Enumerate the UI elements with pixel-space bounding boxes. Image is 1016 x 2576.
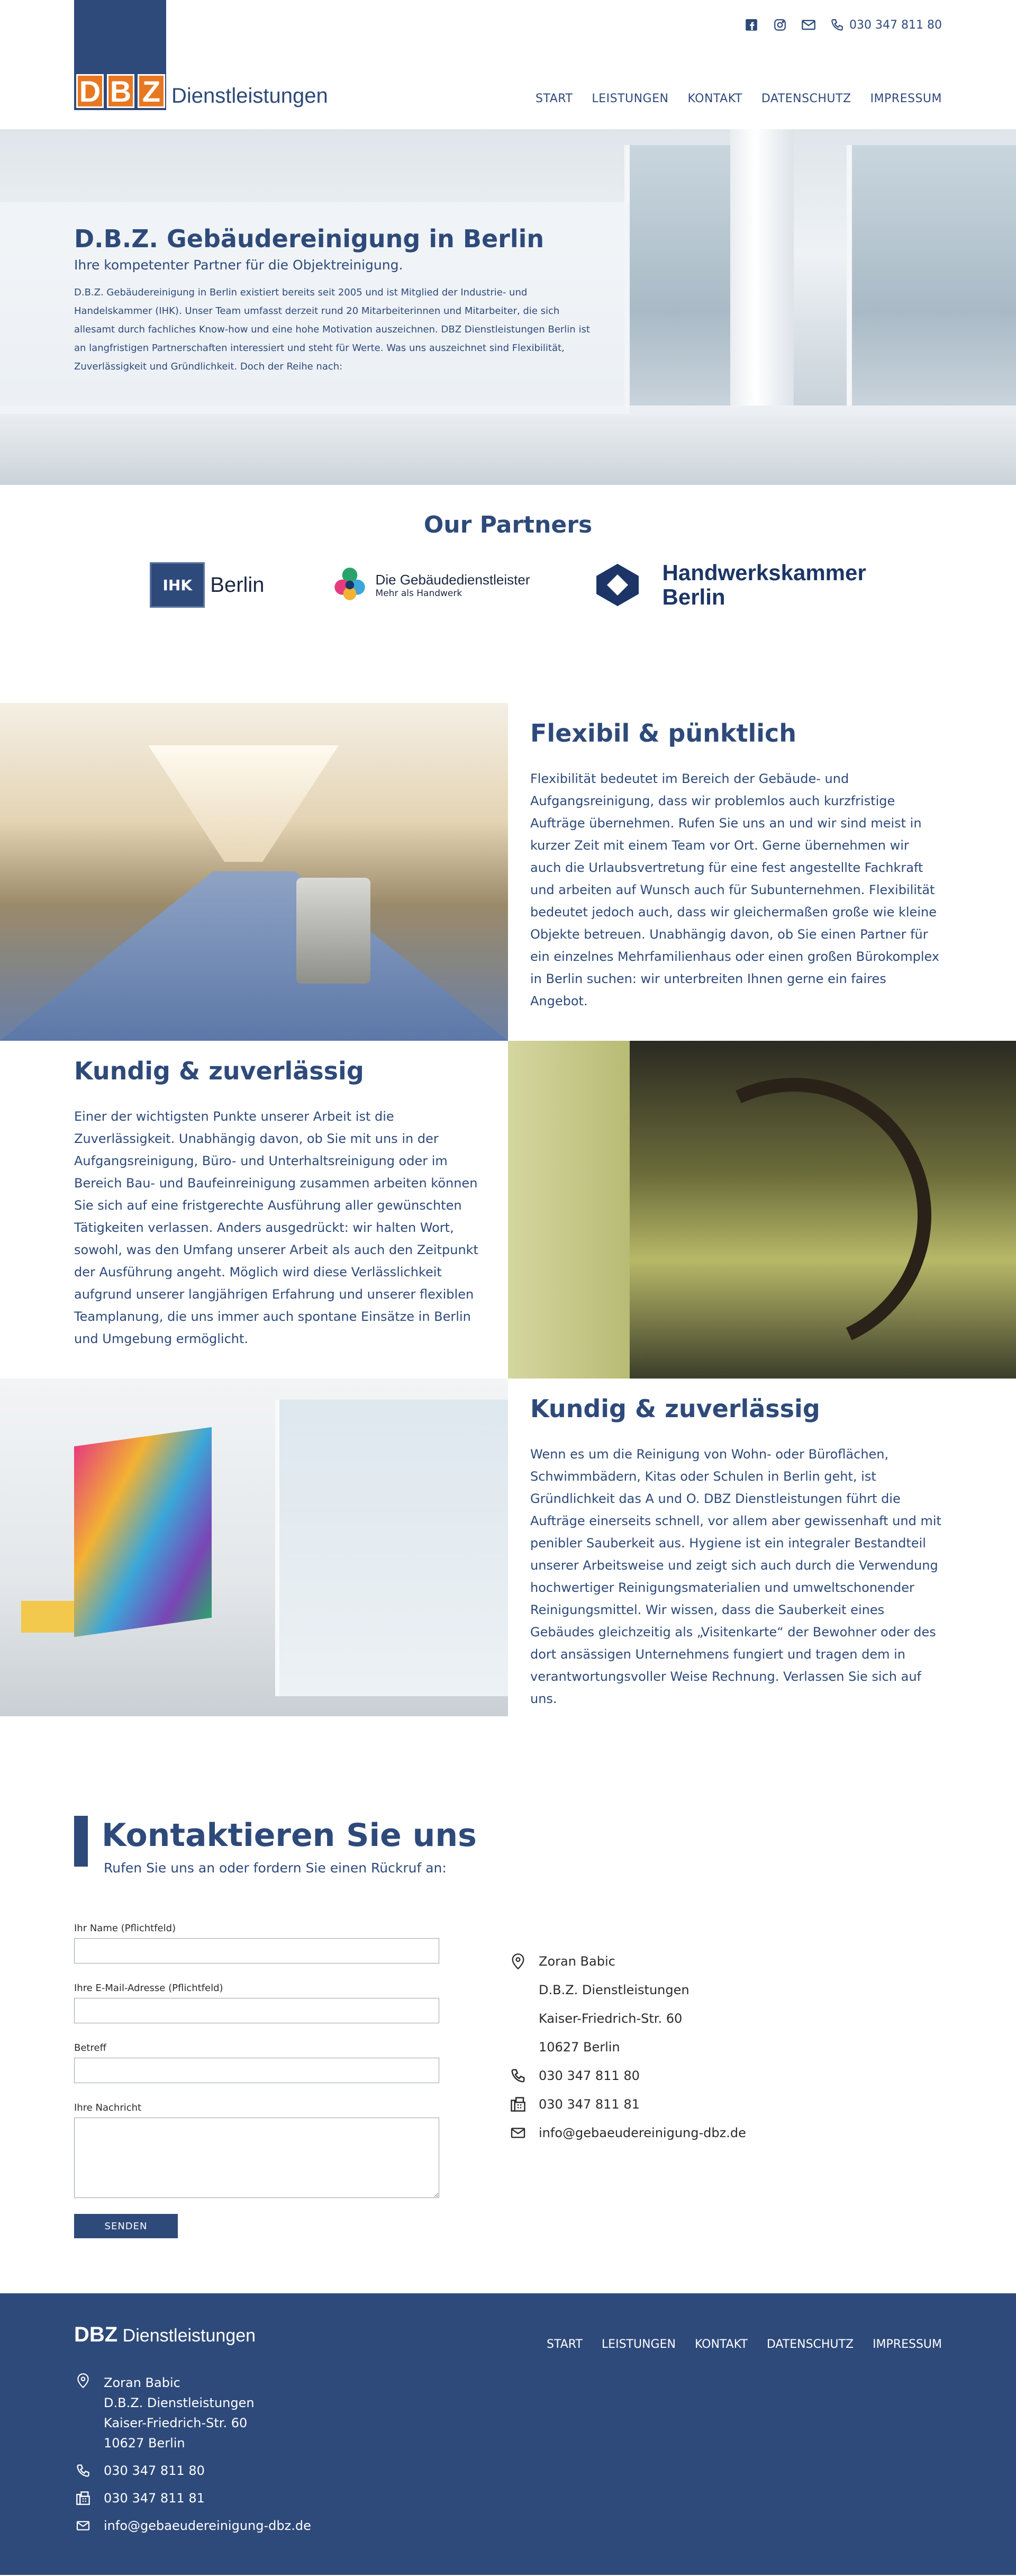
feature-text-block xyxy=(508,1379,1016,1716)
gebaeudedienstleister-tagline: Mehr als Handwerk xyxy=(375,588,462,599)
top-contacts xyxy=(743,17,942,33)
feature-text-block xyxy=(0,1041,508,1379)
contact-heading-block xyxy=(74,1816,477,1876)
email-label: Ihre E-Mail-Adresse (Pflichtfeld) xyxy=(74,1983,223,1994)
logo-letter-d: D xyxy=(76,74,104,108)
ihk-badge: IHK xyxy=(150,562,205,608)
feature-text: Wenn es um die Reinigung von Wohn- oder Büroflächen, Schwimmbädern, Kitas oder Schulen in Berlin geht, ist Gründlichkeit das A und O. DBZ Dienstleistungen führt die Aufträge einerseits schnell, vor allem aber gewissenhaft und mit penibler Sauberkeit aus. Hygiene ist ein integraler Bestandteil unserer Arbeitsweise und zeigt sich auch durch die Verwendung hochwertiger Reinigungsmaterialien und umweltschonender Reinigungsmittel. Wir wissen, dass die Sauberkeit eines Gebäudes gleichzeitig als „Visitenkarte“ der Bewohner oder des dort ansässigen Unternehmens fungiert und tragen dem in verantwortungsvoller Weise Rechnung. Verlassen Sie sich auf uns. xyxy=(530,1447,941,1706)
hero-text: D.B.Z. Gebäudereinigung in Berlin existiert bereits seit 2005 und ist Mitglied der Industrie- und Handelskammer (IHK). Unser Team umfasst derzeit rund 20 Mitarbeiterinnen und Mitarbeiter, die sich allesamt durch fachliches Know-how und eine hohe Motivation auszeichnen. DBZ Dienstleistungen Berlin ist an langfristigen Partnerschaften interessiert und steht für Werte. Was uns auszeichnet sind Flexibilität, Zuverlässigkeit und Gründlichkeit. Doch der Reihe nach: xyxy=(74,287,590,372)
name-field[interactable] xyxy=(74,1938,439,1963)
footer-nav-start[interactable]: START xyxy=(547,2338,583,2351)
footer-fax-row xyxy=(74,2488,311,2508)
hwk-text xyxy=(663,561,866,609)
email-field[interactable] xyxy=(74,1998,439,2023)
hero-card xyxy=(0,202,630,414)
footer-nav-impressum[interactable]: IMPRESSUM xyxy=(873,2338,942,2351)
footer-nav-leistungen[interactable]: LEISTUNGEN xyxy=(601,2338,676,2351)
contact-phone-row[interactable] xyxy=(509,2061,746,2090)
contact-address xyxy=(509,1947,746,2147)
corridor-floor xyxy=(0,871,508,1041)
logo-block xyxy=(74,0,166,110)
office-photo xyxy=(0,1379,508,1716)
footer-fax: 030 347 811 81 xyxy=(104,2491,205,2506)
send-button[interactable]: SENDEN xyxy=(74,2214,178,2238)
footer-street: Kaiser-Friedrich-Str. 60 xyxy=(104,2416,248,2430)
fax-icon xyxy=(509,2096,527,2112)
partner-hwk-logo[interactable] xyxy=(594,561,866,609)
hwk-line2: Berlin xyxy=(662,584,725,609)
partners-heading: Our Partners xyxy=(423,511,593,538)
hwk-line1: Handwerkskammer xyxy=(662,560,866,585)
feature-text: Flexibilität bedeutet im Bereich der Gebäude- und Aufgangsreinigung, dass wir problemlos auch kurzfristige Aufträge übernehmen. Rufen Sie uns an und wir sind meist in kurzer Zeit mit einem Team vor Ort. Gerne übernehmen wir auch die Urlaubsvertretung für eine fest angestellte Fachkraft und arbeiten auf Wunsch auch für Subunternehmen. Flexibilität bedeutet jedoch auch, dass wir gleichermaßen große wie kleine Objekte betreuen. Unabhängig davon, ob Sie einen Partner für ein einzelnes Mehrfamilienhaus oder einen großen Bürokomplex in Berlin suchen: wir unterbreiten Ihnen gerne ein faires Angebot. xyxy=(530,771,940,1008)
feature-title: Kundig & zuverlässig xyxy=(530,1394,820,1423)
cleaning-cart xyxy=(296,878,370,984)
footer-logo-abbr: DBZ xyxy=(74,2323,118,2346)
feature-text: Einer der wichtigsten Punkte unserer Arbeit ist die Zuverlässigkeit. Unabhängig davon, ob Sie mit uns in der Aufgangsreinigung, Büro- und Unterhaltsreinigung oder im Bereich Bau- und Baufeinreinigung zusammen arbeiten können Sie sich auf eine fristgerechte Ausführung aller gewünschten Tätigkeiten verlassen. Anders ausgedrückt: wir halten Wort, sowohl, was den Umfang unserer Arbeit als auch den Zeitpunkt der Ausführung angeht. Möglich wird diese Verlässlichkeit aufgrund unserer langjährigen Erfahrung und unserer flexiblen Teamplanung, die uns immer auch spontane Einsätze in Berlin und Umgebung ermöglicht. xyxy=(74,1109,478,1346)
gebaeudedienstleister-mark-icon xyxy=(328,563,371,607)
footer-nav-datenschutz[interactable]: DATENSCHUTZ xyxy=(766,2338,854,2351)
partners-section xyxy=(0,485,1016,703)
footer-email-row[interactable] xyxy=(74,2516,311,2536)
gebaeudedienstleister-text xyxy=(376,572,530,599)
ihk-name: Berlin xyxy=(210,573,265,597)
contact-city: 10627 Berlin xyxy=(539,2040,620,2055)
top-phone-number: 030 347 811 80 xyxy=(849,18,942,32)
contact-form xyxy=(74,1923,439,2238)
feature-gruendlich xyxy=(0,1379,1016,1716)
office-glass-wall xyxy=(275,1400,508,1696)
office-artwork xyxy=(74,1427,212,1637)
name-label: Ihr Name (Pflichtfeld) xyxy=(74,1923,176,1934)
footer-logo[interactable] xyxy=(74,2323,256,2347)
hero-subtitle: Ihre kompetenter Partner für die Objektreinigung. xyxy=(74,257,403,273)
footer-person: Zoran Babic xyxy=(104,2375,180,2390)
feature-title: Flexibil & pünktlich xyxy=(530,719,796,747)
phone-icon xyxy=(74,2463,92,2478)
site-footer xyxy=(0,2293,1016,2575)
logo[interactable] xyxy=(74,0,328,110)
hero xyxy=(0,129,1016,485)
hwk-mark-icon xyxy=(594,561,641,609)
contact-company: D.B.Z. Dienstleistungen xyxy=(539,1983,690,1997)
feature-text-block xyxy=(508,703,1016,1041)
nav-impressum[interactable]: IMPRESSUM xyxy=(870,92,942,105)
contact-fax-row xyxy=(509,2090,746,2119)
message-field[interactable] xyxy=(74,2118,439,2198)
main-nav xyxy=(536,92,942,105)
fax-icon xyxy=(74,2491,92,2506)
location-pin-icon xyxy=(74,2373,92,2389)
nav-start[interactable]: START xyxy=(536,92,573,105)
address-person-row xyxy=(509,1947,746,1976)
logo-letters xyxy=(76,74,165,108)
logo-letter-z: Z xyxy=(138,74,165,108)
feature-flexibel xyxy=(0,703,1016,1041)
footer-phone-row[interactable] xyxy=(74,2461,311,2481)
footer-address-row xyxy=(74,2373,311,2453)
footer-logo-word: Dienstleistungen xyxy=(122,2326,256,2346)
contact-email-row[interactable] xyxy=(509,2119,746,2147)
message-label: Ihre Nachricht xyxy=(74,2102,142,2113)
feature-zuverlaessig xyxy=(0,1041,1016,1379)
corridor-ceiling-light xyxy=(148,745,339,862)
partner-logos xyxy=(0,561,1016,609)
contact-phone: 030 347 811 80 xyxy=(539,2068,640,2083)
site-header xyxy=(0,0,1016,129)
footer-email: info@gebaeudereinigung-dbz.de xyxy=(104,2518,311,2533)
contact-section xyxy=(0,1716,1016,2293)
heading-accent-bar xyxy=(74,1816,88,1867)
instagram-icon[interactable] xyxy=(772,17,788,33)
mail-icon xyxy=(509,2127,527,2139)
hero-window xyxy=(847,145,1016,448)
contact-person: Zoran Babic xyxy=(539,1954,615,1969)
phone-icon xyxy=(509,2068,527,2084)
nav-datenschutz[interactable]: DATENSCHUTZ xyxy=(761,92,851,105)
partner-ihk-logo[interactable] xyxy=(150,562,264,608)
subject-label: Betreff xyxy=(74,2042,106,2053)
contact-heading: Kontaktieren Sie uns xyxy=(102,1817,477,1854)
staircase-railing xyxy=(618,1041,970,1379)
location-pin-icon xyxy=(509,1953,527,1970)
gebaeudedienstleister-name: Die Gebäudedienstleister xyxy=(375,571,530,588)
contact-fax: 030 347 811 81 xyxy=(539,2097,640,2112)
footer-city: 10627 Berlin xyxy=(104,2436,185,2451)
staircase-photo xyxy=(508,1041,1016,1379)
footer-company: D.B.Z. Dienstleistungen xyxy=(104,2395,255,2410)
partner-gebaeudedienstleister-logo[interactable] xyxy=(328,563,530,607)
logo-wordmark: Dienstleistungen xyxy=(171,84,328,107)
nav-kontakt[interactable]: KONTAKT xyxy=(687,92,742,105)
hero-floor xyxy=(0,406,1016,485)
mail-icon xyxy=(74,2520,92,2532)
subject-field[interactable] xyxy=(74,2058,439,2083)
mail-icon[interactable] xyxy=(801,17,817,33)
contact-email: info@gebaeudereinigung-dbz.de xyxy=(539,2125,746,2140)
facebook-icon[interactable] xyxy=(743,17,759,33)
feature-title: Kundig & zuverlässig xyxy=(74,1057,364,1085)
hero-title: D.B.Z. Gebäudereinigung in Berlin xyxy=(74,224,545,253)
contact-subheading: Rufen Sie uns an oder fordern Sie einen Rückruf an: xyxy=(104,1860,447,1876)
logo-letter-b: B xyxy=(107,74,134,108)
footer-address xyxy=(74,2373,311,2536)
footer-nav xyxy=(547,2338,942,2351)
footer-address-lines xyxy=(104,2373,255,2453)
top-phone[interactable] xyxy=(829,17,942,33)
phone-icon xyxy=(829,17,845,33)
corridor-photo xyxy=(0,703,508,1041)
footer-phone: 030 347 811 80 xyxy=(104,2463,205,2478)
contact-street: Kaiser-Friedrich-Str. 60 xyxy=(539,2011,683,2026)
staircase-wall xyxy=(508,1041,630,1379)
footer-nav-kontakt[interactable]: KONTAKT xyxy=(694,2338,748,2351)
nav-leistungen[interactable]: LEISTUNGEN xyxy=(592,92,669,105)
